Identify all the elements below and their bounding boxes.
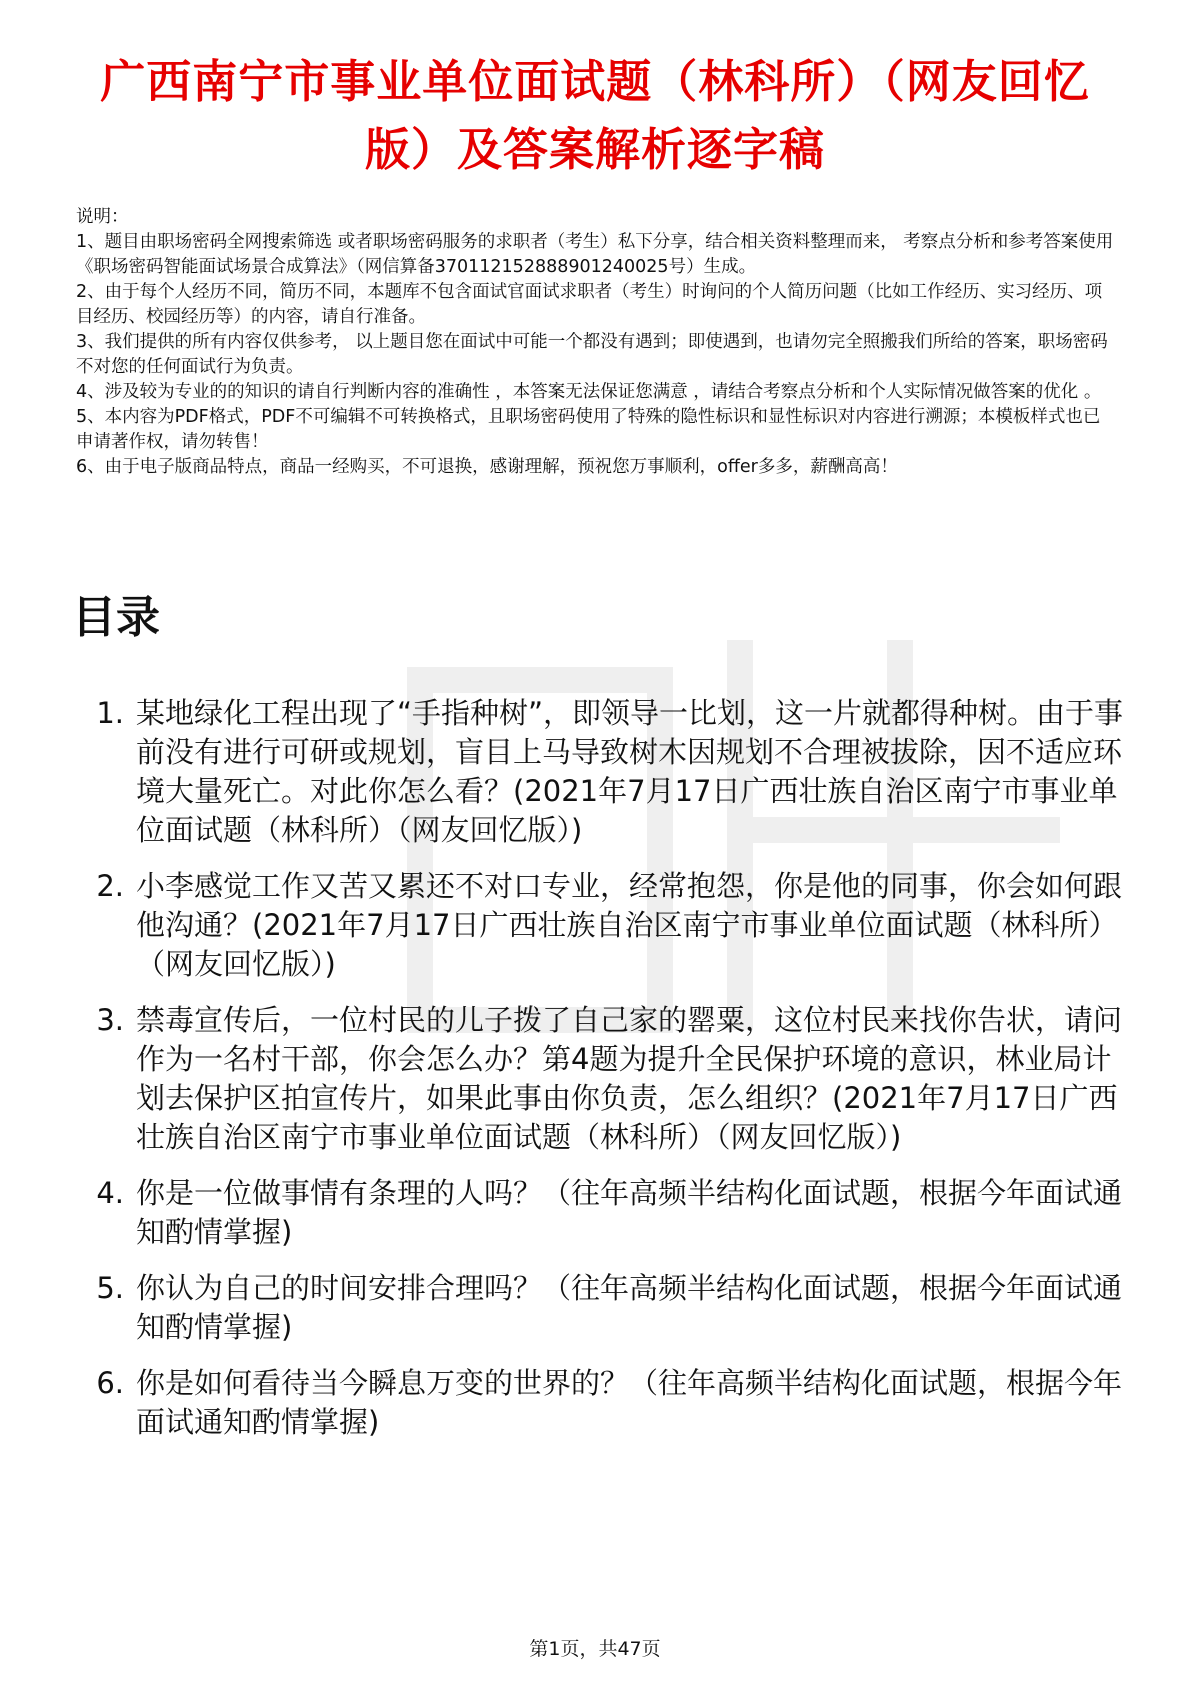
toc-item-number: 1. — [96, 696, 124, 730]
toc-item-text[interactable]: 禁毒宣传后，一位村民的儿子拨了自己家的罂粟，这位村民来找你告状，请问作为一名村干部，你会怎么办？第4题为提升全民保护环境的意识，林业局计划去保护区拍宣传片，如果此事由你负责，怎么组织？(2021年7月17日广西壮族自治区南宁市事业单位面试题（林科所）（网友回忆版）) — [136, 1003, 1123, 1154]
page-number: 第1页，共47页 — [529, 1638, 661, 1660]
toc-heading: 目录 — [72, 592, 160, 643]
note-item: 4、涉及较为专业的的知识的请自行判断内容的准确性 ，本答案无法保证您满意 ，请结合考察点分析和个人实际情况做答案的优化 。 — [76, 382, 1102, 402]
toc-item-text[interactable]: 你认为自己的时间安排合理吗？（往年高频半结构化面试题，根据今年面试通知酌情掌握) — [136, 1271, 1123, 1344]
toc-item-number: 3. — [96, 1003, 124, 1037]
toc-item[interactable] — [70, 1269, 1130, 1347]
note-item: 2、由于每个人经历不同，简历不同，本题库不包含面试官面试求职者（考生）时询问的个人简历问题（比如工作经历、实习经历、项目经历、校园经历等）的内容，请自行准备。 — [76, 282, 1103, 327]
note-item: 3、我们提供的所有内容仅供参考， 以上题目您在面试中可能一个都没有遇到；即使遇到，也请勿完全照搬我们所给的答案，职场密码不对您的任何面试行为负责。 — [76, 332, 1108, 377]
note-item: 6、由于电子版商品特点，商品一经购买，不可退换，感谢理解，预祝您万事顺利，offer多多，薪酬高高！ — [76, 457, 898, 477]
toc-item-number: 2. — [96, 869, 124, 903]
toc-list — [70, 694, 1130, 1459]
toc-item[interactable] — [70, 1001, 1130, 1157]
note-item: 5、本内容为PDF格式，PDF不可编辑不可转换格式，且职场密码使用了特殊的隐性标识和显性标识对内容进行溯源；本模板样式也已申请著作权，请勿转售！ — [76, 407, 1101, 452]
notes-section — [76, 205, 1116, 480]
toc-item[interactable] — [70, 1364, 1130, 1442]
toc-item[interactable] — [70, 867, 1130, 984]
toc-item-number: 5. — [96, 1271, 124, 1305]
toc-item[interactable] — [70, 1174, 1130, 1252]
toc-item-number: 6. — [96, 1366, 124, 1400]
notes-heading: 说明： — [76, 207, 129, 227]
document-title: 广西南宁市事业单位面试题（林科所）（网友回忆版）及答案解析逐字稿 — [100, 55, 1090, 176]
toc-item[interactable] — [70, 694, 1130, 850]
toc-item-text[interactable]: 某地绿化工程出现了“手指种树”，即领导一比划，这一片就都得种树。由于事前没有进行可研或规划，盲目上马导致树木因规划不合理被拔除，因不适应环境大量死亡。对此你怎么看？(2021年7月17日广西壮族自治区南宁市事业单位面试题（林科所）（网友回忆版）) — [136, 696, 1124, 847]
note-item: 1、题目由职场密码全网搜索筛选 或者职场密码服务的求职者（考生）私下分享，结合相关资料整理而来， 考察点分析和参考答案使用《职场密码智能面试场景合成算法》（网信算备370112152888901240025号）生成。 — [76, 232, 1114, 277]
toc-item-text[interactable]: 你是如何看待当今瞬息万变的世界的？（往年高频半结构化面试题，根据今年面试通知酌情掌握) — [136, 1366, 1123, 1439]
toc-item-text[interactable]: 你是一位做事情有条理的人吗？（往年高频半结构化面试题，根据今年面试通知酌情掌握) — [136, 1176, 1123, 1249]
toc-item-text[interactable]: 小李感觉工作又苦又累还不对口专业，经常抱怨，你是他的同事，你会如何跟他沟通？(2021年7月17日广西壮族自治区南宁市事业单位面试题（林科所）（网友回忆版）) — [136, 869, 1123, 981]
toc-item-number: 4. — [96, 1176, 124, 1210]
